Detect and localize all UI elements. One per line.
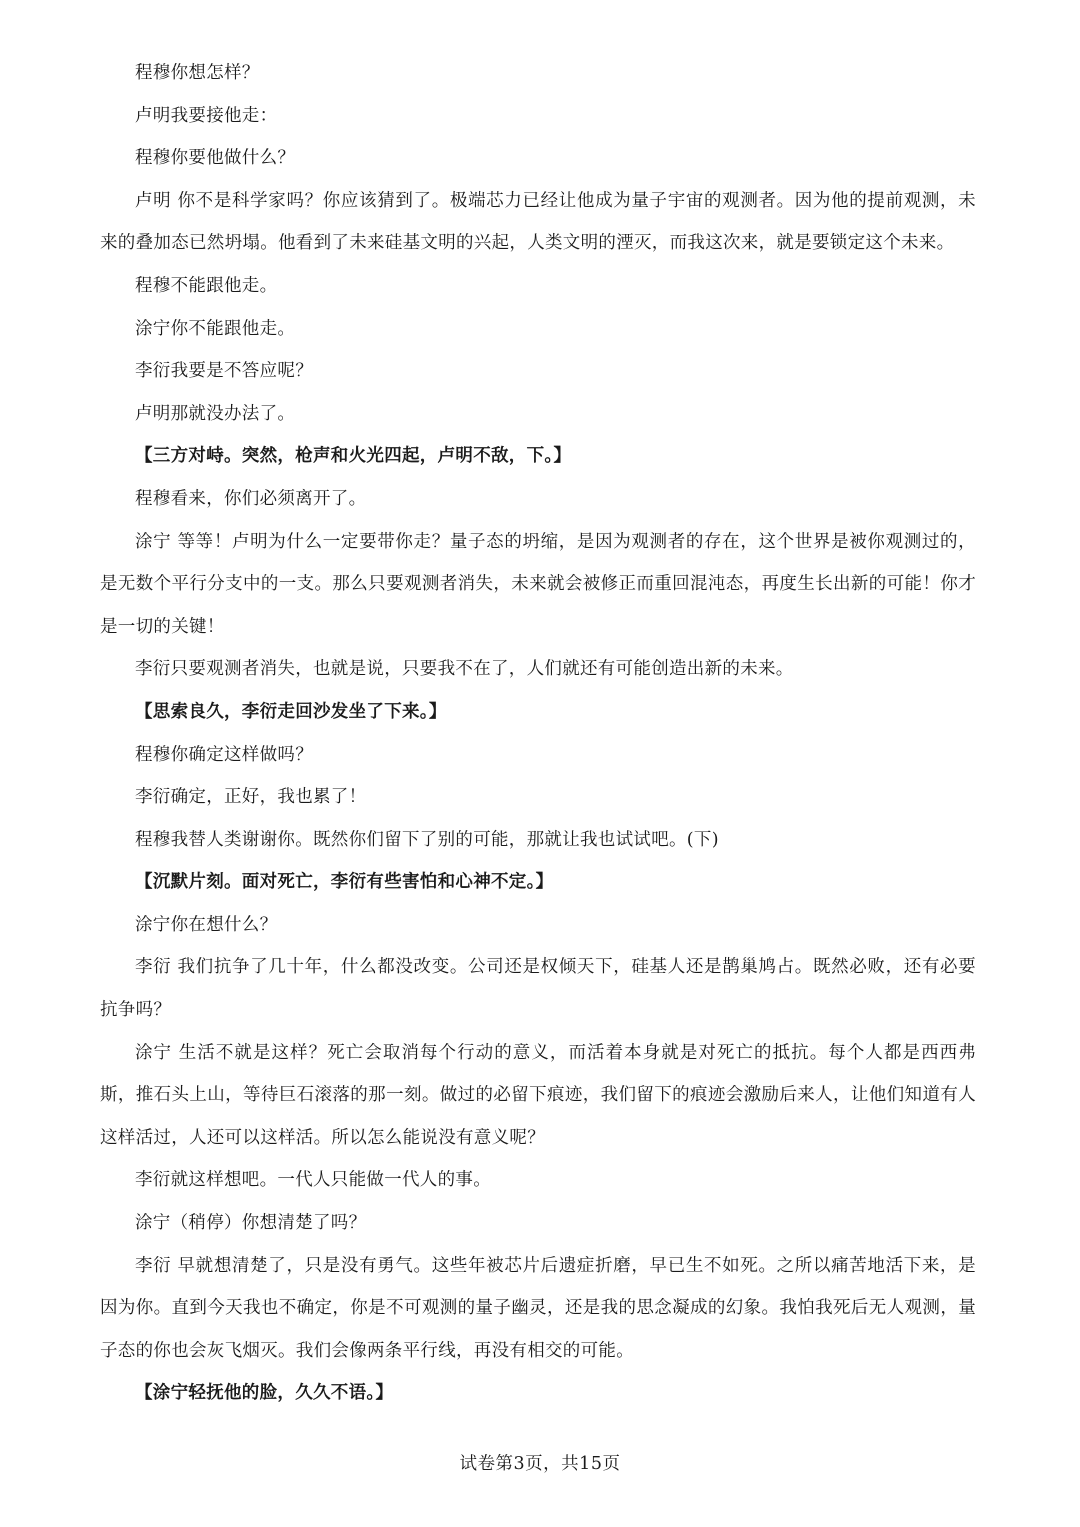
dialogue-line: 程穆看来，你们必须离开了。: [135, 488, 367, 509]
dialogue-line: 李衍只要观测者消失，也就是说，只要我不在了，人们就还有可能创造出新的未来。: [135, 659, 794, 680]
dialogue-line: 程穆你想怎样？: [135, 63, 260, 83]
stage-direction: 【思索良久，李衍走回沙发坐了下来。】: [135, 701, 447, 722]
document-body: [100, 52, 976, 1415]
dialogue-line: 卢明那就没办法了。: [135, 403, 296, 424]
dialogue-line: 李衍 我们抗争了几十年，什么都没改变。公司还是权倾天下，硅基人还是鹊巢鸠占。既然必败，还有必要抗争吗？: [100, 957, 976, 1021]
dialogue-line: 李衍 早就想清楚了，只是没有勇气。这些年被芯片后遗症折磨，早已生不如死。之所以痛苦地活下来，是因为你。直到今天我也不确定，你是不可观测的量子幽灵，还是我的思念凝成的幻象。我怕我死后无人观测，量子态的你也会灰飞烟灭。我们会像两条平行线，再没有相交的可能。: [100, 1255, 976, 1361]
dialogue-line: 涂宁你在想什么？: [135, 914, 278, 935]
dialogue-line: 卢明我要接他走：: [135, 105, 278, 126]
dialogue-line: 卢明 你不是科学家吗？你应该猜到了。极端芯力已经让他成为量子宇宙的观测者。因为他的提前观测，未来的叠加态已然坍塌。他看到了未来硅基文明的兴起，人类文明的湮灭，而我这次来，就是要锁定这个未来。: [100, 190, 976, 254]
dialogue-line: 程穆你确定这样做吗？: [135, 744, 313, 765]
stage-direction: 【三方对峙。突然，枪声和火光四起，卢明不敌，下。】: [135, 446, 572, 467]
stage-direction: 【沉默片刻。面对死亡，李衍有些害怕和心神不定。】: [135, 872, 554, 893]
dialogue-line: 涂宁（稍停）你想清楚了吗？: [135, 1213, 367, 1234]
dialogue-line: 涂宁 等等！卢明为什么一定要带你走？量子态的坍缩，是因为观测者的存在，这个世界是被你观测过的，是无数个平行分支中的一支。那么只要观测者消失，未来就会被修正而重回混沌态，再度生长出新的可能！你才是一切的关键！: [100, 531, 976, 637]
dialogue-line: 李衍确定，正好，我也累了！: [135, 787, 367, 808]
dialogue-line: 程穆你要他做什么？: [135, 148, 296, 169]
dialogue-line: 李衍就这样想吧。一代人只能做一代人的事。: [135, 1170, 491, 1191]
page-footer: 试卷第3页，共15页: [459, 1454, 621, 1474]
dialogue-line: 涂宁 生活不就是这样？死亡会取消每个行动的意义，而活着本身就是对死亡的抵抗。每个人都是西西弗斯，推石头上山，等待巨石滚落的那一刻。做过的必留下痕迹，我们留下的痕迹会激励后来人，让他们知道有人这样活过，人还可以这样活。所以怎么能说没有意义呢？: [100, 1042, 976, 1148]
dialogue-line: 程穆不能跟他走。: [135, 275, 278, 296]
dialogue-line: 程穆我替人类谢谢你。既然你们留下了别的可能，那就让我也试试吧。(下): [135, 829, 719, 850]
dialogue-line: 李衍我要是不答应呢？: [135, 361, 313, 382]
dialogue-line: 涂宁你不能跟他走。: [135, 318, 296, 339]
stage-direction: 【涂宁轻抚他的脸，久久不语。】: [135, 1383, 394, 1404]
